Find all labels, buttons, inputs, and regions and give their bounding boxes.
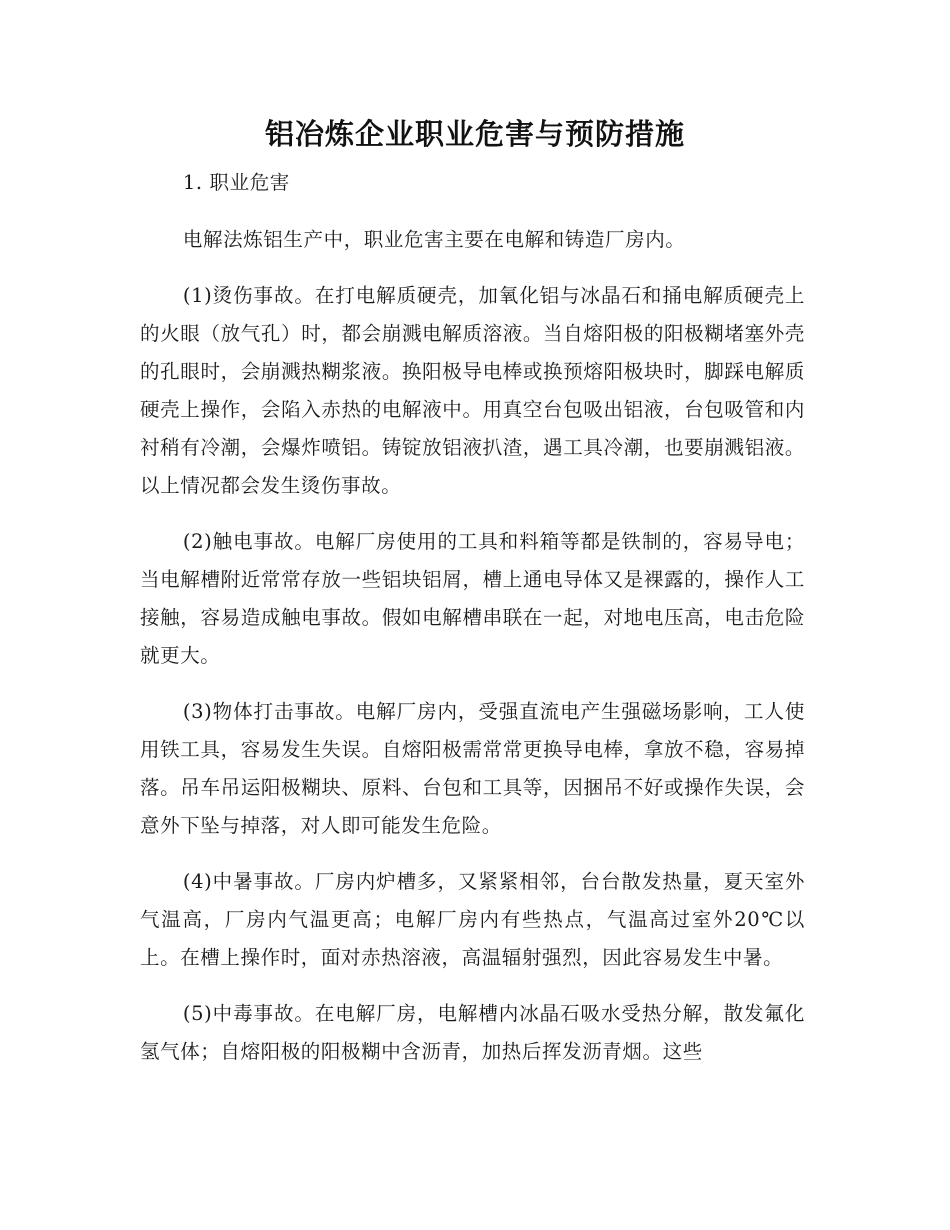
paragraph-poisoning: (5)中毒事故。在电解厂房，电解槽内冰晶石吸水受热分解，散发氟化氢气体；自熔阳极的阳极糊中含沥青，加热后挥发沥青烟。这些 [140,1002,805,1063]
paragraph-object-strike: (3)物体打击事故。电解厂房内，受强直流电产生强磁场影响，工人使用铁工具，容易发生失误。自熔阳极需常常更换导电棒，拿放不稳，容易掉落。吊车吊运阳极糊块、原料、台包和工具等，因捆吊不好或操作失误，会意外下坠与掉落，对人即可能发生危险。 [140,700,805,837]
paragraph-burn-accident: (1)烫伤事故。在打电解质硬壳，加氧化铝与冰晶石和捅电解质硬壳上的火眼（放气孔）时，都会崩溅电解质溶液。当自熔阳极的阳极糊堵塞外壳的孔眼时，会崩溅热糊浆液。换阳极导电棒或换预熔阳极块时，脚踩电解质硬壳上操作，会陷入赤热的电解液中。用真空台包吸出铝液，台包吸管和内衬稍有冷潮，会爆炸喷铝。铸锭放铝液扒渣，遇工具冷潮，也要崩溅铝液。以上情况都会发生烫伤事故。 [140,284,805,497]
intro-paragraph: 电解法炼铝生产中，职业危害主要在电解和铸造厂房内。 [182,228,686,251]
paragraph-electric-shock: (2)触电事故。电解厂房使用的工具和料箱等都是铁制的，容易导电；当电解槽附近常常存放一些铝块铝屑，槽上通电导体又是裸露的，操作人工接触，容易造成触电事故。假如电解槽串联在一起，对地电压高，电击危险就更大。 [140,530,805,667]
paragraph-heatstroke: (4)中暑事故。厂房内炉槽多，又紧紧相邻，台台散发热量，夏天室外气温高，厂房内气温更高；电解厂房内有些热点，气温高过室外20℃以上。在槽上操作时，面对赤热溶液，高温辐射强烈，因此容易发生中暑。 [140,870,805,969]
document-body [140,164,805,1089]
document-title: 铝冶炼企业职业危害与预防措施 [264,117,685,151]
section-heading: 1. 职业危害 [182,171,290,194]
